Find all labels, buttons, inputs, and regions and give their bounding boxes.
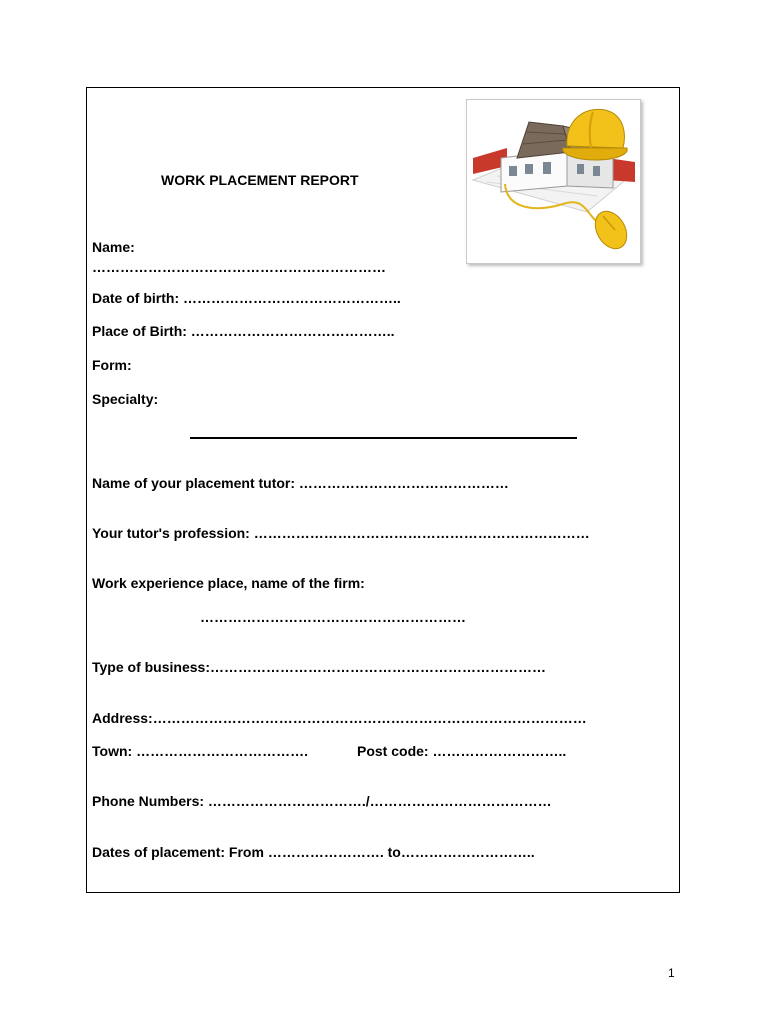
tutor-field[interactable]: ………………………………………	[298, 475, 509, 491]
phone-field[interactable]: ……………………………./…………………………………	[207, 793, 552, 809]
name-label: Name:	[92, 239, 135, 255]
town-field[interactable]: ……………………………….	[136, 743, 308, 759]
pob-row	[92, 323, 395, 339]
dob-label: Date of birth:	[92, 290, 180, 306]
specialty-line[interactable]	[190, 437, 577, 439]
form-label: Form:	[92, 357, 132, 373]
firm-label: Work experience place, name of the firm:	[92, 575, 365, 591]
pob-label: Place of Birth:	[92, 323, 187, 339]
postcode-label: Post code:	[357, 743, 429, 759]
address-row	[92, 710, 587, 726]
business-field[interactable]: ………………………………………………………………	[209, 659, 546, 675]
town-label: Town:	[92, 743, 133, 759]
pob-field[interactable]: ……………………………………..	[190, 323, 395, 339]
phone-label: Phone Numbers:	[92, 793, 205, 809]
address-field[interactable]: …………………………………………………………………………………	[152, 710, 587, 726]
firm-field[interactable]: …………………………………………………	[200, 609, 466, 625]
profession-row	[92, 525, 590, 541]
tutor-label: Name of your placement tutor:	[92, 475, 296, 491]
name-field[interactable]: ………………………………………………………	[92, 259, 386, 275]
dates-to-field[interactable]: ………………………..	[400, 844, 535, 860]
tutor-row	[92, 475, 509, 491]
business-row	[92, 659, 546, 675]
dob-row	[92, 290, 401, 306]
phone-row	[92, 793, 552, 809]
page-title: WORK PLACEMENT REPORT	[161, 172, 359, 188]
dates-label: Dates of placement: From	[92, 844, 264, 860]
business-label: Type of business:	[92, 659, 210, 675]
postcode-row	[357, 743, 566, 759]
dates-from-field[interactable]: …………………….	[267, 844, 384, 860]
page-number: 1	[668, 966, 675, 980]
address-label: Address:	[92, 710, 153, 726]
profession-field[interactable]: ………………………………………………………………	[253, 525, 590, 541]
dates-row	[92, 844, 535, 860]
dates-to-label: to	[387, 844, 401, 860]
postcode-field[interactable]: ………………………..	[432, 743, 567, 759]
construction-house-icon	[467, 100, 640, 263]
town-row	[92, 743, 308, 759]
dob-field[interactable]: ………………………………………..	[183, 290, 401, 306]
profession-label: Your tutor's profession:	[92, 525, 250, 541]
house-helmet-illustration	[466, 99, 641, 264]
specialty-label: Specialty:	[92, 391, 159, 407]
